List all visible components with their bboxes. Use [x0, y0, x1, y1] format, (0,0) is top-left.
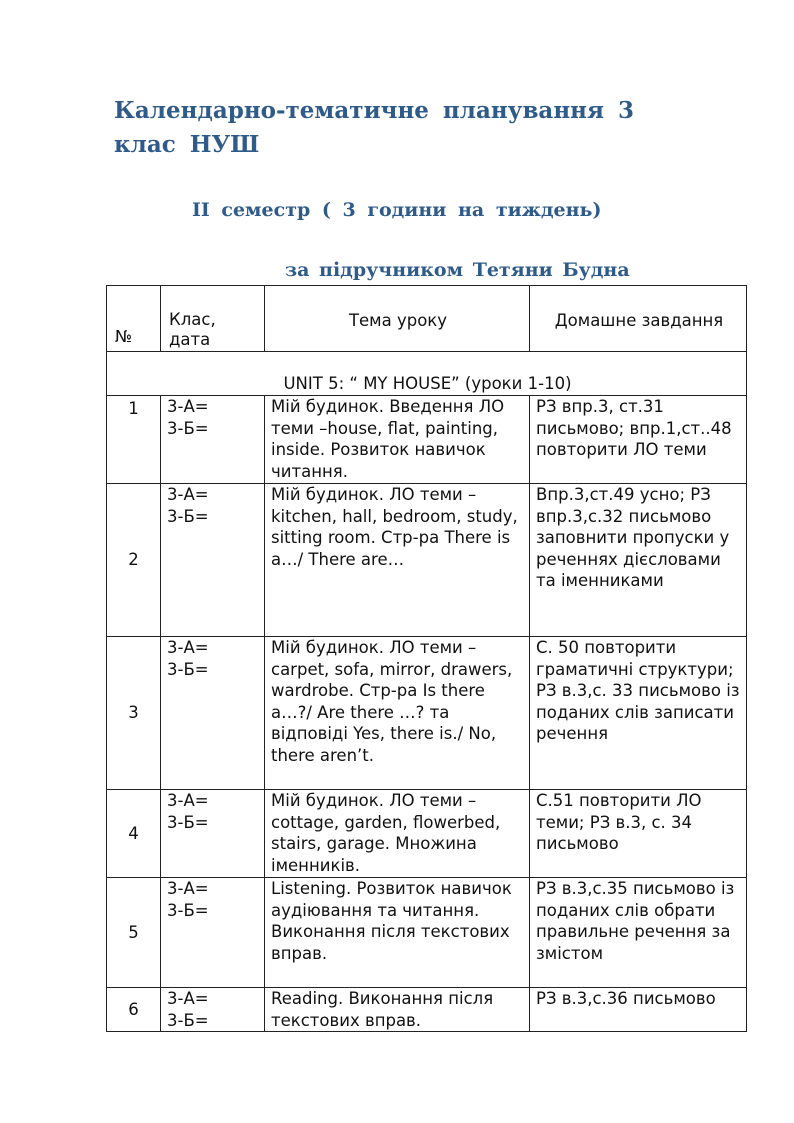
- header-topic: Тема уроку: [265, 286, 530, 352]
- row-homework: С.51 повторити ЛО теми; РЗ в.3, с. 34 письмово: [530, 790, 747, 878]
- class-a: 3-А=: [167, 879, 209, 898]
- document-title: Календарно-тематичне планування 3 клас НУШ: [114, 97, 634, 158]
- row-number: 1: [107, 396, 161, 484]
- header-number: №: [107, 286, 161, 352]
- row-topic: Мій будинок. ЛО теми – carpet, sofa, mirror, drawers, wardrobe. Стр-ра Is there a…?/ Are there …? та відповіді Yes, there is./ No, there aren’t.: [265, 637, 530, 790]
- row-topic: Мій будинок. ЛО теми – cottage, garden, flowerbed, stairs, garage. Множина іменників.: [265, 790, 530, 878]
- class-a: 3-А=: [167, 397, 209, 416]
- class-a: 3-А=: [167, 485, 209, 504]
- class-b: 3-Б=: [167, 900, 209, 920]
- row-class: [161, 396, 265, 484]
- row-homework: С. 50 повторити граматичні структури; РЗ в.3,с. 33 письмово із поданих слів записати речення: [530, 637, 747, 790]
- row-topic: Listening. Розвиток навичок аудіювання та читання. Виконання після текстових вправ.: [265, 878, 530, 988]
- class-b: 3-Б=: [167, 659, 209, 679]
- row-homework: РЗ в.3,с.36 письмово: [530, 988, 747, 1032]
- unit-row: [107, 352, 747, 396]
- class-b: 3-Б=: [167, 812, 209, 832]
- unit-title: UNIT 5: “ MY HOUSE” (уроки 1-10): [107, 352, 747, 396]
- semester-subtitle: II семестр ( 3 години на тиждень): [192, 199, 602, 221]
- row-number: 3: [107, 637, 161, 790]
- row-number: 5: [107, 878, 161, 988]
- table-row: [107, 988, 747, 1032]
- row-topic: Мій будинок. ЛО теми – kitchen, hall, bedroom, study, sitting room. Стр-ра There is a…/ There are…: [265, 484, 530, 637]
- row-class: [161, 484, 265, 637]
- class-b: 3-Б=: [167, 506, 209, 526]
- row-class: [161, 878, 265, 988]
- class-b: 3-Б=: [167, 1010, 209, 1030]
- class-a: 3-А=: [167, 638, 209, 657]
- table-row: [107, 484, 747, 637]
- row-homework: Впр.3,ст.49 усно; РЗ впр.3,с.32 письмово заповнити пропуски у реченнях дієсловами та іменниками: [530, 484, 747, 637]
- class-a: 3-А=: [167, 989, 209, 1008]
- table-row: [107, 396, 747, 484]
- class-b: 3-Б=: [167, 418, 209, 438]
- lesson-plan-table: [106, 285, 747, 1032]
- row-number: 6: [107, 988, 161, 1032]
- table-row: [107, 790, 747, 878]
- row-class: [161, 637, 265, 790]
- row-topic: Мій будинок. Введення ЛО теми –house, flat, painting, inside. Розвиток навичок читання.: [265, 396, 530, 484]
- row-class: [161, 988, 265, 1032]
- row-homework: РЗ впр.3, ст.31 письмово; впр.1,ст..48 повторити ЛО теми: [530, 396, 747, 484]
- table-row: [107, 637, 747, 790]
- table-row: [107, 878, 747, 988]
- class-a: 3-А=: [167, 791, 209, 810]
- row-class: [161, 790, 265, 878]
- header-homework: Домашне завдання: [530, 286, 747, 352]
- header-class-date: Клас, дата: [161, 286, 265, 352]
- row-homework: РЗ в.3,с.35 письмово із поданих слів обрати правильне речення за змістом: [530, 878, 747, 988]
- table-header-row: [107, 286, 747, 352]
- row-number: 2: [107, 484, 161, 637]
- textbook-subtitle: за підручником Тетяни Будна: [285, 259, 630, 281]
- row-topic: Reading. Виконання після текстових вправ.: [265, 988, 530, 1032]
- row-number: 4: [107, 790, 161, 878]
